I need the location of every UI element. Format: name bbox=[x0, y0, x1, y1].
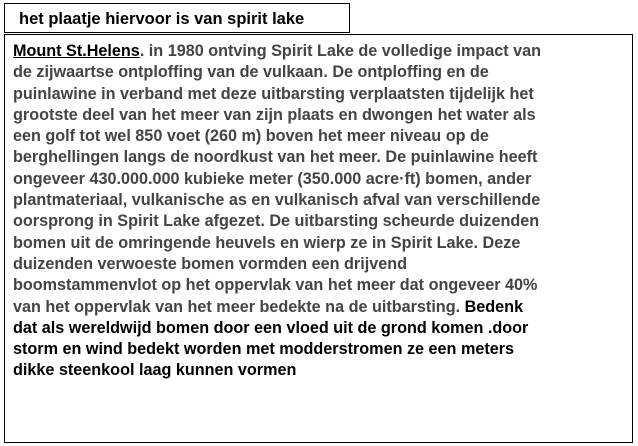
article-line: ongeveer 430.000.000 kubieke meter (350.000 acre·ft) bomen, ander bbox=[13, 169, 532, 188]
article-box bbox=[4, 34, 633, 443]
article-line-text: van het oppervlak van het meer bedekte na de uitbarsting. bbox=[13, 297, 461, 316]
article-line: een golf tot wel 850 voet (260 m) boven het meer niveau op de bbox=[13, 127, 489, 146]
article-line: duizenden verwoeste bomen vormden een drijvend bbox=[13, 254, 407, 273]
article-line: bomen uit de omringende heuvels en wierp ze in Spirit Lake. Deze bbox=[13, 233, 521, 252]
article-line: boomstammenvlot op het oppervlak van het meer dat ongeveer 40% bbox=[13, 276, 538, 295]
page-title: het plaatje hiervoor is van spirit lake bbox=[19, 10, 305, 28]
article-line bbox=[13, 41, 629, 62]
article-line-text: . in 1980 ontving Spirit Lake de volledige impact van bbox=[139, 42, 542, 60]
note-line: storm en wind bedekt worden met modderstromen ze een meters bbox=[13, 340, 515, 359]
article-line: grootste deel van het meer van zijn plaats en dwongen het water als bbox=[13, 105, 536, 124]
title-box bbox=[4, 3, 350, 33]
note-line: dikke steenkool laag kunnen vormen bbox=[13, 361, 297, 380]
article-text bbox=[13, 41, 629, 382]
article-heading: Mount St.Helens bbox=[13, 42, 140, 60]
note-text: Bedenk bbox=[460, 297, 524, 316]
note-line: dat als wereldwijd bomen door een vloed uit de grond komen .door bbox=[13, 318, 529, 337]
article-line bbox=[13, 297, 629, 318]
article-line: oorsprong in Spirit Lake afgezet. De uitbarsting scheurde duizenden bbox=[13, 212, 540, 231]
article-line: plantmateriaal, vulkanische as en vulkanisch afval van verschillende bbox=[13, 191, 541, 210]
article-line: puinlawine in verband met deze uitbarsting verplaatsten tijdelijk het bbox=[13, 84, 534, 103]
article-line: berghellingen langs de noordkust van het meer. De puinlawine heeft bbox=[13, 148, 538, 167]
article-line: de zijwaartse ontploffing van de vulkaan. De ontploffing en de bbox=[13, 63, 489, 82]
